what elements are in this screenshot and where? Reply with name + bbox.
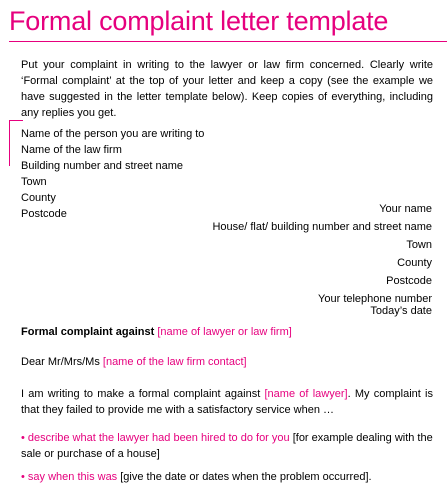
- list-item: [21, 469, 433, 485]
- complaint-lawyer-placeholder: [name of lawyer]: [264, 388, 348, 400]
- sender-street-line: House/ flat/ building number and street name: [212, 221, 432, 233]
- document-title: Formal complaint letter template: [9, 6, 389, 36]
- bullet-dot-icon: •: [21, 471, 25, 483]
- recipient-postcode-line: Postcode: [21, 208, 67, 220]
- salutation-placeholder: [name of the law firm contact]: [102, 356, 247, 368]
- subject-placeholder: [name of lawyer or law firm]: [157, 326, 292, 338]
- sender-telephone-line: Your telephone number: [318, 293, 432, 305]
- salutation-line: [21, 356, 247, 368]
- sender-county-line: County: [397, 257, 432, 269]
- address-corner-mark-horizontal: [9, 120, 23, 121]
- bullet-note: [give the date or dates when the problem occurred].: [120, 471, 372, 483]
- intro-paragraph: Put your complaint in writing to the lawyer or law firm concerned. Clearly write ‘Formal complaint’ at the top of your letter and keep a copy (see the example we have suggested in the letter template below). Keep copies of everything, including any replies you get.: [21, 59, 433, 119]
- bullet-placeholder: describe what the lawyer had been hired to do for you: [27, 432, 290, 444]
- sender-address-block: [212, 200, 432, 308]
- recipient-town-line: Town: [21, 176, 47, 188]
- subject-label: Formal complaint against: [21, 326, 155, 338]
- sender-name-line: Your name: [379, 203, 432, 215]
- bullet-placeholder: say when this was: [27, 471, 118, 483]
- recipient-street-line: Building number and street name: [21, 160, 184, 172]
- complaint-bullet-list: [21, 430, 433, 492]
- complaint-paragraph-prefix: I am writing to make a formal complaint against: [21, 388, 261, 400]
- complaint-paragraph-suffix: . My complaint is that they failed to provide me with a satisfactory service when …: [21, 388, 433, 416]
- complaint-paragraph: [21, 386, 433, 418]
- recipient-county-line: County: [21, 192, 56, 204]
- recipient-name-line: Name of the person you are writing to: [21, 128, 205, 140]
- bullet-note: [for example dealing with the sale or purchase of a house]: [21, 432, 433, 460]
- address-corner-mark-vertical: [9, 120, 10, 166]
- list-item: [21, 430, 433, 462]
- recipient-address-block: [21, 126, 204, 222]
- letter-date: Today’s date: [370, 305, 432, 317]
- bullet-dot-icon: •: [21, 432, 25, 444]
- sender-postcode-line: Postcode: [386, 275, 432, 287]
- title-underline: [9, 41, 447, 42]
- sender-town-line: Town: [406, 239, 432, 251]
- salutation-prefix: Dear Mr/Mrs/Ms: [21, 356, 100, 368]
- subject-line: [21, 326, 292, 338]
- recipient-firm-line: Name of the law firm: [21, 144, 122, 156]
